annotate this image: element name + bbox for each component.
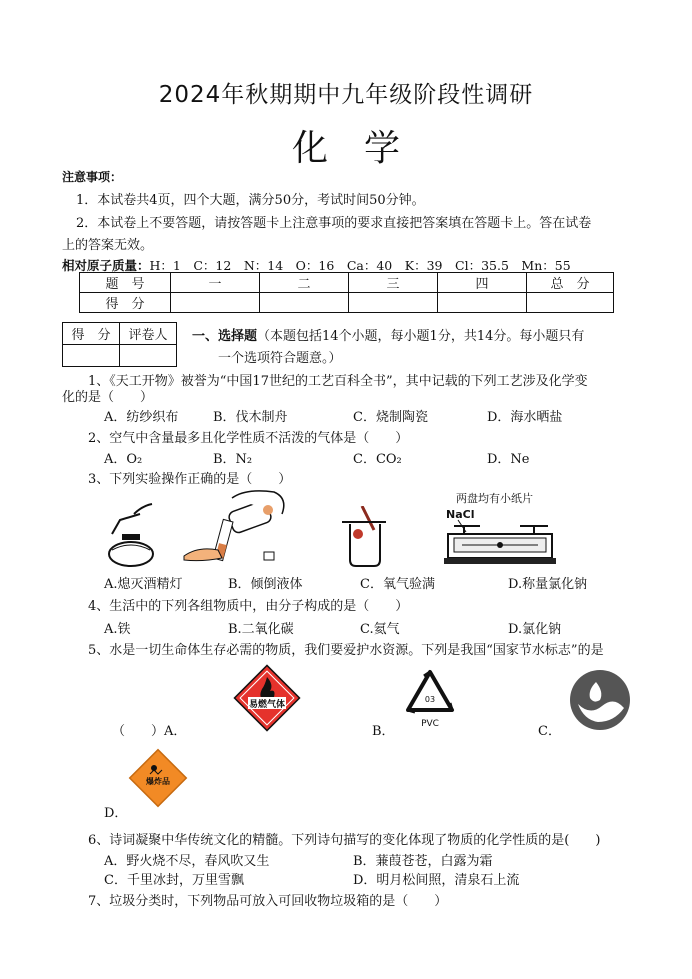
notes-line-1: 1．本试卷共4页，四个大题，满分50分，考试时间50分钟。 xyxy=(76,193,425,208)
q1-option-c: C．烧制陶瓷 xyxy=(353,410,428,425)
score-header-cell: 题 号 xyxy=(80,273,171,293)
q1-option-b: B．伐木制舟 xyxy=(213,410,288,425)
q3-stem: 3、下列实验操作正确的是（ ） xyxy=(88,472,292,487)
score-cell xyxy=(171,293,260,313)
q3-option-c: C．氧气验满 xyxy=(360,577,435,592)
flammable-sign-text: 易燃气体 xyxy=(248,700,286,710)
grader-score-cell xyxy=(63,345,120,367)
q4-option-a: A.铁 xyxy=(104,622,131,637)
q6-option-b: B．蒹葭苍苍，白露为霜 xyxy=(353,854,493,869)
q6-option-d: D．明月松间照，清泉石上流 xyxy=(353,873,520,888)
q6-stem: 6、诗词凝聚中华传统文化的精髓。下列诗句描写的变化体现了物质的化学性质的是( ) xyxy=(88,833,601,848)
q1-option-d: D．海水晒盐 xyxy=(487,410,563,425)
q4-option-d: D.氯化钠 xyxy=(508,622,562,637)
grader-score-label: 得 分 xyxy=(63,323,120,345)
q5-label-c: C． xyxy=(538,724,561,739)
subject-title: 化 学 xyxy=(291,128,400,169)
recycle-pvc-text: PVC xyxy=(421,719,439,729)
q3-option-a: A.熄灭酒精灯 xyxy=(104,577,183,592)
score-row-label: 得 分 xyxy=(80,293,171,313)
q4-stem: 4、生活中的下列各组物质中，由分子构成的是（ ） xyxy=(88,599,409,614)
oxygen-test-figure xyxy=(340,506,390,570)
grader-reviewer-label: 评卷人 xyxy=(120,323,177,345)
score-table-score-row xyxy=(80,293,614,313)
q7-stem: 7、垃圾分类时，下列物品可放入可回收物垃圾箱的是（ ） xyxy=(88,894,448,909)
q4-option-c: C.氦气 xyxy=(360,622,400,637)
atomic-mass-values: H：1 C：12 N：14 O：16 Ca：40 K：39 Cl：35.5 Mn：55 xyxy=(149,258,571,273)
q5-label-d: D． xyxy=(104,806,128,821)
q4-option-b: B.二氧化碳 xyxy=(228,622,294,637)
q6-option-a: A．野火烧不尽，春风吹又生 xyxy=(104,854,270,869)
score-cell xyxy=(438,293,527,313)
flammable-gas-sign xyxy=(232,663,302,733)
score-header-cell: 四 xyxy=(438,273,527,293)
q2-option-a: A．O₂ xyxy=(104,452,143,467)
grader-table xyxy=(62,322,177,367)
notes-line-3: 上的答案无效。 xyxy=(62,238,154,253)
notes-heading: 注意事项： xyxy=(62,170,123,184)
score-header-cell: 一 xyxy=(171,273,260,293)
balance-caption: 两盘均有小纸片 xyxy=(456,492,533,505)
score-header-cell: 三 xyxy=(349,273,438,293)
q3-option-b: B．倾倒液体 xyxy=(228,577,303,592)
score-header-cell: 二 xyxy=(260,273,349,293)
score-header-cell: 总 分 xyxy=(527,273,614,293)
q2-option-c: C．CO₂ xyxy=(353,452,402,467)
score-table xyxy=(79,272,614,313)
exam-title: 2024年秋期期中九年级阶段性调研 xyxy=(158,82,534,108)
section1-line-1 xyxy=(192,325,584,344)
q2-option-d: D．Ne xyxy=(487,452,530,467)
section1-desc-2: 一个选项符合题意。） xyxy=(218,351,342,366)
section1-heading: 一、选择题 xyxy=(192,329,258,344)
score-table-header-row xyxy=(80,273,614,293)
explosive-sign xyxy=(126,746,190,810)
q1-stem-line-2: 化的是（ ） xyxy=(62,390,154,405)
explosive-sign-text: 爆炸品 xyxy=(146,777,170,786)
section1-desc-1: （本题包括14个小题，每小题1分，共14分。每小题只有 xyxy=(257,329,585,344)
alcohol-lamp-figure xyxy=(100,500,160,570)
q2-stem: 2、空气中含量最多且化学性质不活泼的气体是（ ） xyxy=(88,431,409,446)
q3-option-d: D.称量氯化钠 xyxy=(508,577,588,592)
q6-option-c: C．千里冰封，万里雪飘 xyxy=(104,873,244,888)
notes-line-2: 2．本试卷上不要答题，请按答题卡上注意事项的要求直接把答案填在答题卡上。答在试卷 xyxy=(76,216,592,231)
atomic-mass-label: 相对原子质量： xyxy=(62,258,150,273)
q2-option-b: B．N₂ xyxy=(213,452,253,467)
grader-reviewer-cell xyxy=(120,345,177,367)
recycling-pvc-sign xyxy=(400,666,460,734)
score-cell xyxy=(527,293,614,313)
score-cell xyxy=(260,293,349,313)
score-cell xyxy=(349,293,438,313)
pouring-liquid-figure xyxy=(178,488,298,568)
q5-blank-a: （ ）A． xyxy=(112,724,187,739)
nacl-label: NaCl xyxy=(446,508,475,521)
balance-figure xyxy=(440,504,560,570)
q1-option-a: A．纺纱织布 xyxy=(104,410,179,425)
recycle-code: 03 xyxy=(424,695,436,704)
q5-stem: 5、水是一切生命体生存必需的物质，我们要爱护水资源。下列是我国“国家节水标志”的是 xyxy=(88,643,604,658)
q5-label-b: B． xyxy=(372,724,395,739)
q1-stem-line-1: 1、《天工开物》被誉为“中国17世纪的工艺百科全书”，其中记载的下列工艺涉及化学变 xyxy=(88,374,588,389)
water-saving-sign xyxy=(568,668,632,732)
